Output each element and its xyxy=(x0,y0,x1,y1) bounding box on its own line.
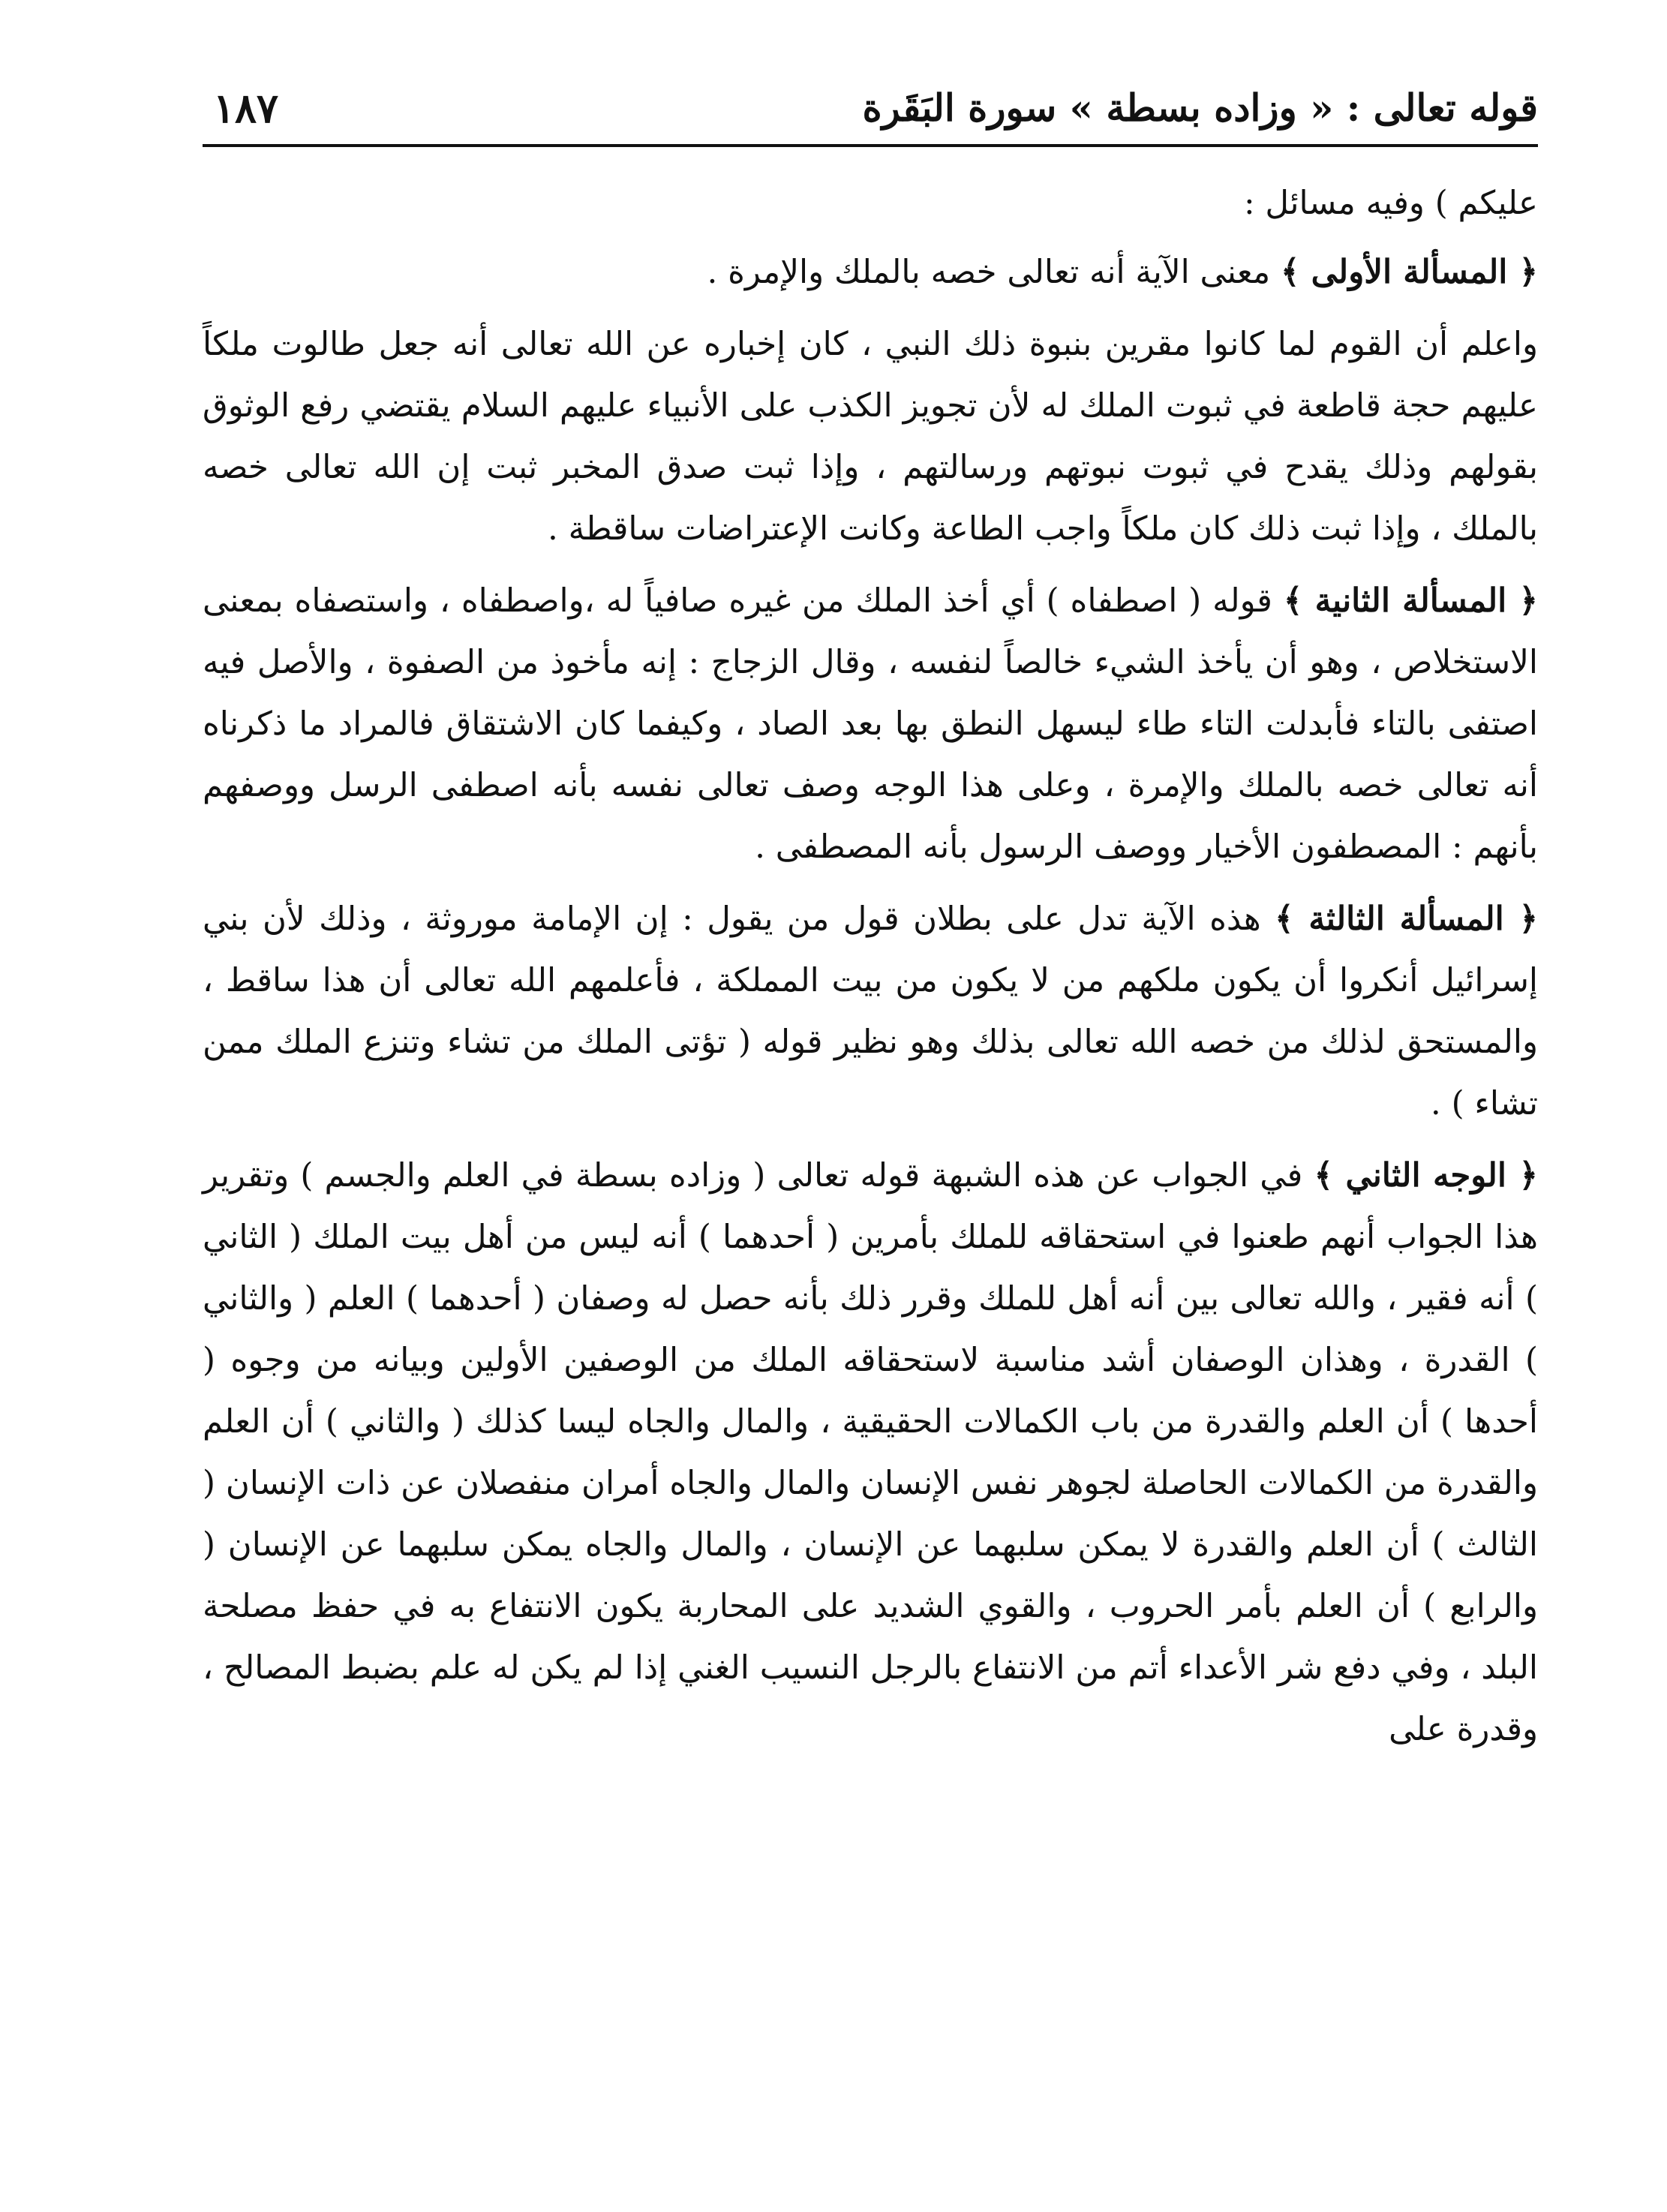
paragraph-text: هذه الآية تدل على بطلان قول من يقول : إن الإمامة موروثة ، وذلك لأن بني إسرائيل أنكروا أن يكون ملكهم من لا يكون من بيت المملكة ، فأعلمهم الله تعالى أن هذا ساقط ، والمستحق لذلك من خصه الله تعالى بذلك وهو نظير قوله ( تؤتى الملك من تشاء وتنزع الملك ممن تشاء ) . xyxy=(203,900,1539,1123)
paragraph-second-issue xyxy=(203,570,1538,878)
paragraph-second-aspect xyxy=(203,1145,1538,1760)
paragraph-third-issue xyxy=(203,888,1538,1135)
paragraph-text: قوله ( اصطفاه ) أي أخذ الملك من غيره صافياً له ،واصطفاه ، واستصفاه بمعنى الاستخلاص ، وهو أن يأخذ الشيء خالصاً لنفسه ، وقال الزجاج : إنه مأخوذ من الصفوة ، والأصل فيه اصتفى بالتاء فأبدلت التاء طاء ليسهل النطق بها بعد الصاد ، وكيفما كان الاشتقاق فالمراد ما ذكرناه أنه تعالى خصه بالملك والإمرة ، وعلى هذا الوجه وصف تعالى نفسه بأنه اصطفى الرسل ووصفهم بأنهم : المصطفون الأخيار ووصف الرسول بأنه المصطفى . xyxy=(203,582,1538,866)
paragraph-text: معنى الآية أنه تعالى خصه بالملك والإمرة . xyxy=(707,254,1281,291)
body-text xyxy=(203,173,1538,1771)
paragraph-text: عليكم ) وفيه مسائل : xyxy=(1243,185,1538,222)
paragraph-continuation xyxy=(203,173,1538,234)
section-heading: ﴿ المسألة الثالثة ﴾ xyxy=(1275,900,1538,938)
paragraph-first-issue xyxy=(203,242,1538,303)
paragraph-explanation xyxy=(203,314,1538,560)
header-title: قوله تعالى : « وزاده بسطة » سورة البَقَرة xyxy=(862,86,1538,130)
section-heading: ﴿ المسألة الأولى ﴾ xyxy=(1281,253,1538,291)
paragraph-text: في الجواب عن هذه الشبهة قوله تعالى ( وزاده بسطة في العلم والجسم ) وتقرير هذا الجواب أنهم طعنوا في استحقاقه للملك بأمرين ( أحدهما ) أنه ليس من أهل بيت الملك ( الثاني ) أنه فقير ، والله تعالى بين أنه أهل للملك وقرر ذلك بأنه حصل له وصفان ( أحدهما ) العلم ( والثاني ) القدرة ، وهذان الوصفان أشد مناسبة لاستحقاقه الملك من الوصفين الأولين وبيانه من وجوه ( أحدها ) أن العلم والقدرة من باب الكمالات الحقيقية ، والمال والجاه ليسا كذلك ( والثاني ) أن العلم والقدرة من الكمالات الحاصلة لجوهر نفس الإنسان والمال والجاه أمران منفصلان عن ذات الإنسان ( الثالث ) أن العلم والقدرة لا يمكن سلبهما عن الإنسان ، والمال والجاه يمكن سلبهما عن الإنسان ( والرابع ) أن العلم بأمر الحروب ، والقوي الشديد على المحاربة يكون الانتفاع به في حفظ مصلحة البلد ، وفي دفع شر الأعداء أتم من الانتفاع بالرجل النسيب الغني إذا لم يكن له علم بضبط المصالح ، وقدرة على xyxy=(203,1157,1538,1748)
running-header xyxy=(203,72,1538,147)
section-heading: ﴿ المسألة الثانية ﴾ xyxy=(1283,582,1539,620)
paragraph-text: واعلم أن القوم لما كانوا مقرين بنبوة ذلك النبي ، كان إخباره عن الله تعالى أنه جعل طالوت ملكاً عليهم حجة قاطعة في ثبوت الملك له لأن تجويز الكذب على الأنبياء عليهم السلام يقتضي رفع الوثوق بقولهم وذلك يقدح في ثبوت نبوتهم ورسالتهم ، وإذا ثبت صدق المخبر ثبت إن الله تعالى خصه بالملك ، وإذا ثبت ذلك كان ملكاً واجب الطاعة وكانت الإعتراضات ساقطة . xyxy=(203,326,1538,548)
section-heading: ﴿ الوجه الثاني ﴾ xyxy=(1314,1156,1538,1195)
page-number: ١٨٧ xyxy=(213,84,279,132)
